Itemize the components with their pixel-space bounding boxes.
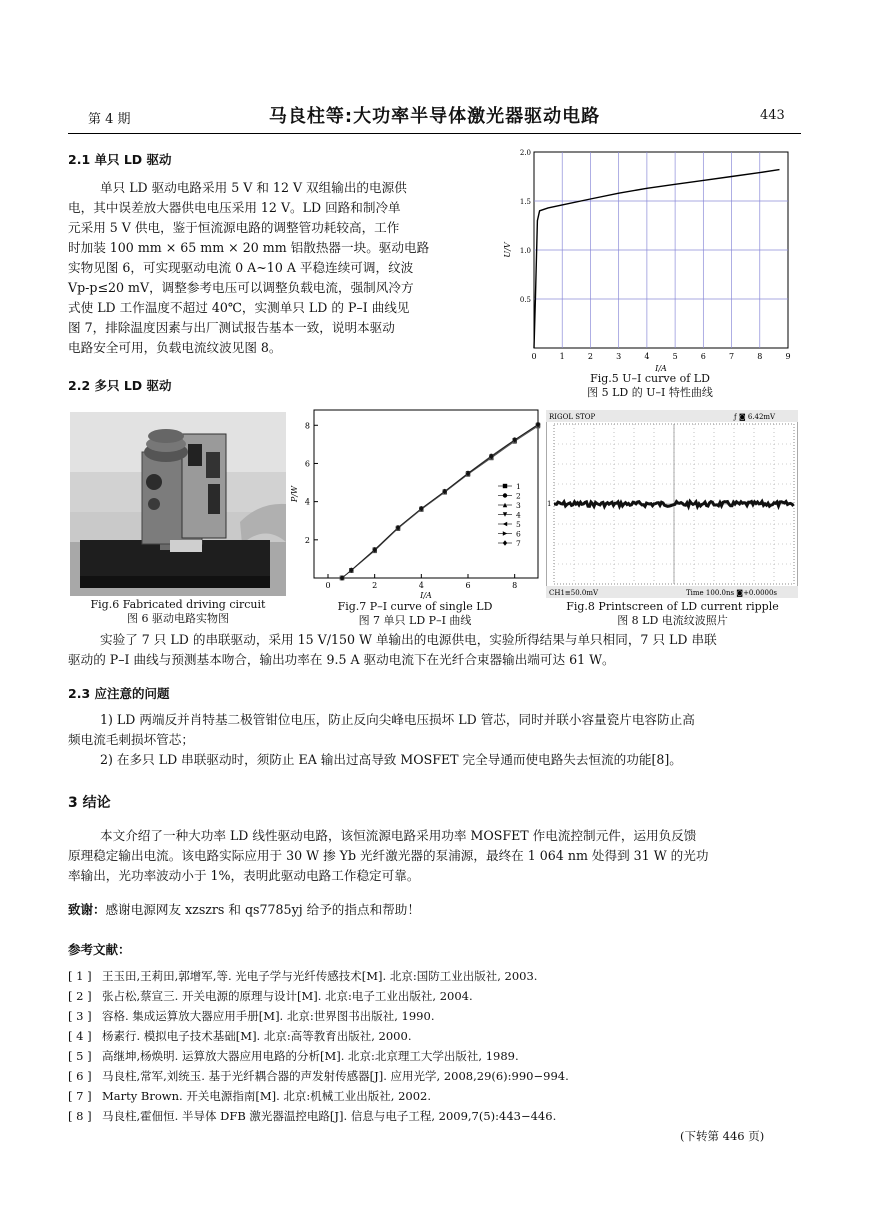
ack-text: 感谢电源网友 xzszrs 和 qs7785yj 给予的指点和帮助！ <box>105 902 420 917</box>
data-point <box>503 484 507 488</box>
text-line: 2) 在多只 LD 串联驱动时，须防止 EA 输出过高导致 MOSFET 完全导通而使电路失去恒流的功能[8]。 <box>100 752 682 767</box>
scope-time-div: Time 100.0ns ◙+0.0000s <box>686 589 778 597</box>
text-line: 频电流毛刺损坏管芯； <box>68 732 194 747</box>
fig6-caption-en: Fig.6 Fabricated driving circuit <box>90 598 266 611</box>
fig7-caption <box>300 600 530 628</box>
legend-label: 6 <box>516 529 521 539</box>
section-3-title: 3 结论 <box>68 795 111 811</box>
text-line: 率输出，光功率波动小于 1%，表明此驱动电路工作稳定可靠。 <box>68 868 420 883</box>
x-axis-label: I/A <box>655 364 667 373</box>
text-line: Vp-p≤20 mV，调整参考电压可以调整负载电流，强制风冷方 <box>68 280 414 295</box>
x-tick-label: 2 <box>587 352 593 361</box>
y-tick-label: 1.0 <box>519 247 531 255</box>
text-line: 本文介绍了一种大功率 LD 线性驱动电路，该恒流源电路采用功率 MOSFET 作电流控制元件，运用负反馈 <box>100 828 697 843</box>
fig7-caption-cn: 图 7 单只 LD P–I 曲线 <box>358 614 472 627</box>
scope-status: RIGOL STOP <box>549 413 596 421</box>
x-axis-label: I/A <box>420 591 432 600</box>
legend-label: 2 <box>516 491 521 501</box>
text-line: 式使 LD 工作温度不超过 40℃，实测单只 LD 的 P–I 曲线见 <box>68 300 410 315</box>
legend-label: 3 <box>516 501 521 510</box>
x-tick-label: 4 <box>418 581 424 590</box>
text-line: 实物见图 6，可实现驱动电流 0 A~10 A 平稳连续可调，纹波 <box>68 260 414 275</box>
scope-volts-div: CH1≡50.0mV <box>549 589 599 597</box>
legend-label: 4 <box>516 510 521 520</box>
journal-issue: 第 4 期 <box>88 112 131 127</box>
text-line: 图 7，排除温度因素与出厂测试报告基本一致，说明本驱动 <box>68 320 395 335</box>
legend-label: 1 <box>516 482 521 491</box>
x-tick-label: 0 <box>531 352 537 361</box>
reference-item: [ 5 ] 高继坤,杨焕明. 运算放大器应用电路的分析[M]. 北京:北京理工大学出版社, 1989. <box>68 1049 519 1063</box>
section-2-2-title: 2.2 多只 LD 驱动 <box>68 378 172 393</box>
x-tick-label: 8 <box>757 352 763 361</box>
x-tick-label: 1 <box>559 352 565 361</box>
x-tick-label: 4 <box>644 352 650 361</box>
y-tick-label: 1.5 <box>519 198 531 206</box>
y-tick-label: 8 <box>304 421 310 431</box>
text-line: 实验了 7 只 LD 的串联驱动，采用 15 V/150 W 单输出的电源供电，实验所得结果与单只相同，7 只 LD 串联 <box>100 632 717 647</box>
x-tick-label: 5 <box>672 352 678 361</box>
fig8-caption <box>560 600 785 628</box>
x-tick-label: 3 <box>616 352 622 361</box>
text-line: 时加装 100 mm × 65 mm × 20 mm 铝散热器一块。驱动电路 <box>68 240 430 255</box>
page-number: 443 <box>760 108 785 123</box>
section-2-3-title: 2.3 应注意的问题 <box>68 686 170 701</box>
x-tick-label: 0 <box>325 581 331 590</box>
fig7-caption-en: Fig.7 P–I curve of single LD <box>337 600 493 613</box>
reference-list <box>68 966 801 1126</box>
y-tick-label: 2 <box>304 535 310 545</box>
section-2-1-title: 2.1 单只 LD 驱动 <box>68 152 172 167</box>
fig5-caption-en: Fig.5 U–I curve of LD <box>590 372 710 385</box>
y-axis-label: P/W <box>290 485 299 503</box>
channel-marker: 1 <box>547 500 552 508</box>
legend-label: 7 <box>516 539 521 548</box>
page-title: 马良柱等:大功率半导体激光器驱动电路 <box>268 106 601 127</box>
y-tick-label: 4 <box>304 497 310 507</box>
text-line: 驱动的 P–I 曲线与预测基本吻合，输出功率在 9.5 A 驱动电流下在光纤合束器输出端可达 61 W。 <box>68 652 615 667</box>
x-tick-label: 6 <box>700 352 706 361</box>
reference-item: [ 3 ] 容格. 集成运算放大器应用手册[M]. 北京:世界图书出版社, 1990. <box>68 1009 435 1023</box>
scope-trigger-level: ƒ ◙ 6.42mV <box>734 413 776 421</box>
reference-item: [ 8 ] 马良柱,霍佃恒. 半导体 DFB 激光器温控电路[J]. 信息与电子工程, 2009,7(5):443−446. <box>68 1109 557 1123</box>
text-line: 原理稳定输出电流。该电路实际应用于 30 W 掺 Yb 光纤激光器的泵浦源，最终在 1 064 nm 处得到 31 W 的光功 <box>68 848 709 863</box>
reference-item: [ 6 ] 马良柱,常军,刘统玉. 基于光纤耦合器的声发射传感器[J]. 应用光学, 2008,29(6):990−994. <box>68 1069 569 1083</box>
reference-item: [ 1 ] 王玉田,王莉田,郭增军,等. 光电子学与光纤传感技术[M]. 北京:国防工业出版社, 2003. <box>68 969 538 983</box>
fig8-caption-cn: 图 8 LD 电流纹波照片 <box>617 614 728 627</box>
text-line: 元采用 5 V 供电，鉴于恒流源电路的调整管功耗较高，工作 <box>68 220 400 235</box>
y-axis-label: U/V <box>503 242 512 258</box>
header-rule <box>68 133 801 134</box>
series-drive-paragraph <box>68 630 801 670</box>
text-line: 电路安全可用，负载电流纹波见图 8。 <box>68 340 282 355</box>
section-2-3-body <box>68 710 801 770</box>
text-line: 1) LD 两端反并肖特基二极管钳位电压，防止反向尖峰电压损坏 LD 管芯，同时并联小容量瓷片电容防止高 <box>100 712 695 727</box>
x-tick-label: 6 <box>465 581 471 590</box>
acknowledgement <box>68 900 801 920</box>
fig6-caption-cn: 图 6 驱动电路实物图 <box>127 612 229 625</box>
fig5-ui-chart <box>500 142 800 374</box>
conclusion-body <box>68 826 801 886</box>
reference-item: [ 2 ] 张占松,蔡宣三. 开关电源的原理与设计[M]. 北京:电子工业出版社, 2004. <box>68 989 473 1003</box>
data-point <box>503 493 507 497</box>
fig5-caption-cn: 图 5 LD 的 U–I 特性曲线 <box>587 386 713 399</box>
fig7-pi-chart <box>288 406 542 602</box>
x-tick-label: 9 <box>785 352 791 361</box>
y-tick-label: 0.5 <box>519 296 531 304</box>
fig6-caption <box>70 598 286 626</box>
legend-label: 5 <box>516 520 521 529</box>
y-tick-label: 2.0 <box>519 149 531 157</box>
x-tick-label: 7 <box>729 352 735 361</box>
section-2-1-body <box>68 178 458 358</box>
continued-note: (下转第 446 页) <box>680 1129 765 1143</box>
y-tick-label: 6 <box>304 459 310 469</box>
fig5-caption <box>540 372 760 400</box>
reference-item: [ 7 ] Marty Brown. 开关电源指南[M]. 北京:机械工业出版社, 2002. <box>68 1089 432 1103</box>
x-tick-label: 8 <box>512 581 518 590</box>
reference-item: [ 4 ] 杨素行. 模拟电子技术基础[M]. 北京:高等教育出版社, 2000. <box>68 1029 412 1043</box>
references-title: 参考文献： <box>68 942 131 957</box>
text-line: 电，其中误差放大器供电电压采用 12 V。LD 回路和制冷单 <box>68 200 401 215</box>
fig6-circuit-photo <box>70 412 286 596</box>
fig8-oscilloscope-screen <box>546 410 798 598</box>
text-line: 单只 LD 驱动电路采用 5 V 和 12 V 双组输出的电源供 <box>100 180 407 195</box>
fig8-caption-en: Fig.8 Printscreen of LD current ripple <box>566 600 779 613</box>
ack-label: 致谢： <box>68 902 106 917</box>
x-tick-label: 2 <box>372 581 378 590</box>
